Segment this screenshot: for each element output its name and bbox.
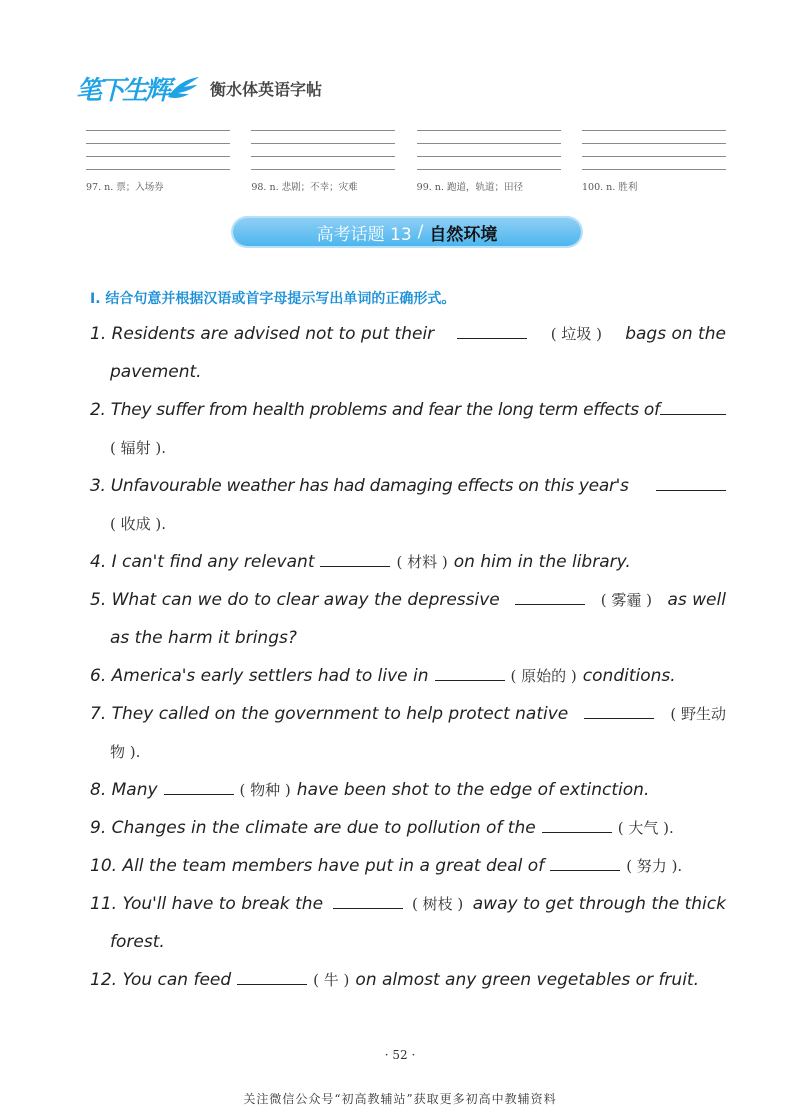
exercise-line: 9. Changes in the climate are due to pollution of the ( 大气 ). — [90, 814, 726, 852]
exercise-line: pavement. — [110, 362, 202, 382]
answer-blank — [515, 586, 585, 605]
exercise-line: 8. Many ( 物种 ) have been shot to the edge of extinction. — [90, 776, 726, 814]
exercise-line: 7. They called on the government to help protect native ( 野生动 — [90, 700, 726, 738]
exercise-line — [90, 738, 726, 776]
trace-hint: 100. n. 胜利 — [581, 182, 638, 193]
topic-main: 高考话题 13 — [316, 224, 412, 245]
exercise-line: 4. I can't find any relevant ( 材料 ) on him in the library. — [90, 548, 726, 586]
answer-blank — [584, 700, 654, 719]
exercise-line: 12. You can feed ( 牛 ) on almost any green vegetables or fruit. — [90, 966, 726, 1004]
tracing-area — [86, 124, 726, 193]
hint: ( 努力 ). — [626, 857, 683, 875]
exercise-line: 2. They suffer from health problems and fear the long term effects of — [90, 396, 726, 434]
hint: 物 ). — [110, 743, 141, 761]
trace-block — [251, 124, 395, 193]
answer-blank — [660, 396, 726, 415]
hint: ( 物种 ) — [239, 781, 291, 799]
exercise-line: 6. America's early settlers had to live in ( 原始的 ) conditions. — [90, 662, 726, 700]
exercise-line: 5. What can we do to clear away the depressive ( 雾霾 ) as well — [90, 586, 726, 624]
hint: ( 辐射 ). — [110, 439, 167, 457]
topic-banner — [233, 218, 581, 246]
exercise-line: 11. You'll have to break the ( 树枝 ) away to get through the thick — [90, 890, 726, 928]
trace-hint: 97. n. 票；入场券 — [86, 182, 164, 193]
trace-block — [417, 124, 561, 193]
trace-hint: 98. n. 悲剧；不幸；灾难 — [251, 182, 358, 193]
answer-blank — [333, 890, 403, 909]
page-number: · 52 · — [384, 1048, 416, 1062]
hint: ( 牛 ) — [313, 971, 350, 989]
exercise-line — [90, 434, 726, 472]
hint: ( 雾霾 ) — [600, 591, 652, 609]
topic-separator: / — [417, 222, 424, 242]
answer-blank — [164, 776, 234, 795]
trace-block — [86, 124, 230, 193]
topic-sub: 自然环境 — [429, 224, 498, 245]
answer-blank — [550, 852, 620, 871]
exercise-line: 1. Residents are advised not to put their ( 垃圾 ) bags on the — [90, 320, 726, 358]
hint: ( 材料 ) — [396, 553, 448, 571]
answer-blank — [656, 472, 726, 491]
exercise-line: as the harm it brings? — [110, 628, 297, 648]
section-title: I. 结合句意并根据汉语或首字母提示写出单词的正确形式。 — [90, 291, 456, 307]
trace-block — [582, 124, 726, 193]
hint: ( 树枝 ) — [412, 895, 464, 913]
exercise-line: 3. Unfavourable weather has had damaging effects on this year's — [90, 472, 726, 510]
wing-icon — [166, 75, 200, 101]
exercise-list — [90, 320, 726, 1004]
hint: ( 野生动 — [670, 705, 726, 723]
answer-blank — [320, 548, 390, 567]
hint: ( 原始的 ) — [510, 667, 577, 685]
exercise-line: forest. — [110, 932, 165, 952]
header — [76, 68, 322, 108]
answer-blank — [457, 320, 527, 339]
logo-text: 笔下生辉 — [76, 75, 169, 106]
answer-blank — [542, 814, 612, 833]
hint: ( 收成 ). — [110, 515, 167, 533]
header-title: 衡水体英语字帖 — [210, 79, 323, 99]
exercise-line: 10. All the team members have put in a great deal of ( 努力 ). — [90, 852, 726, 890]
exercise-line — [90, 510, 726, 548]
hint: ( 垃圾 ) — [550, 325, 602, 343]
answer-blank — [237, 966, 307, 985]
brand-logo — [76, 70, 200, 107]
trace-hint: 99. n. 跑道，轨道；田径 — [416, 182, 523, 193]
hint: ( 大气 ). — [617, 819, 674, 837]
footer-note: 关注微信公众号“初高教辅站”获取更多初高中教辅资料 — [243, 1092, 557, 1106]
answer-blank — [435, 662, 505, 681]
